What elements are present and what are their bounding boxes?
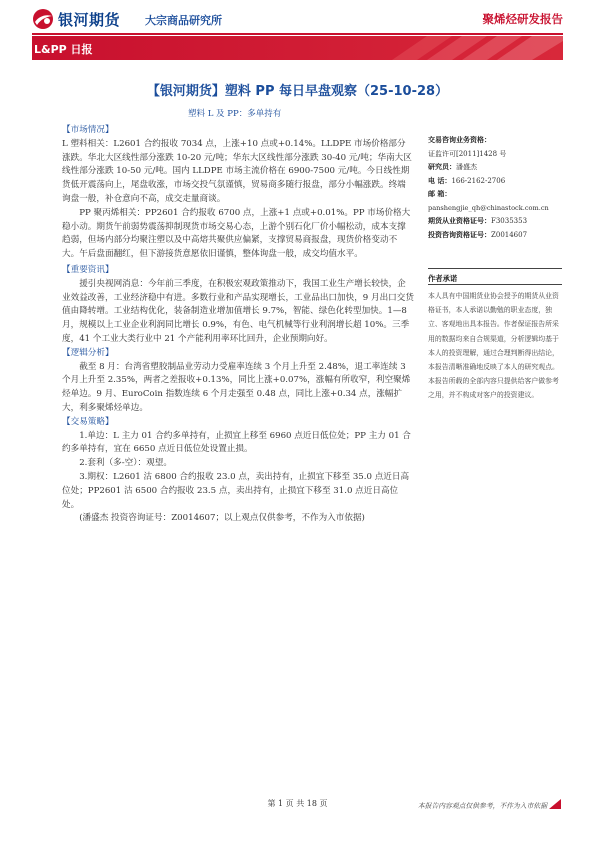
signature: (潘盛杰 投资咨询证号：Z0014607；以上观点仅供参考，不作为入市依据) (79, 513, 365, 524)
strategy-arbitrage: 2.套利（多-空）：观望。 (79, 458, 172, 469)
phone-value: 166-2162-2706 (451, 176, 506, 185)
futures-cert-label: 期货从业资格证号： (428, 217, 491, 225)
footer-triangle-icon (549, 799, 561, 809)
galaxy-logo-icon (32, 8, 54, 30)
qualification-label: 交易咨询业务资格： (428, 136, 491, 144)
sidebar-divider (428, 268, 562, 269)
footer-disclaimer: 本报告内容观点仅供参考，不作为入市依据 (417, 802, 547, 810)
analyst-value: 潘盛杰 (456, 163, 477, 171)
report-title: 【银河期货】塑料 PP 每日早盘观察（25-10-28） (146, 84, 449, 99)
main-content (62, 124, 414, 526)
section-heading-news: 【重要资讯】 (62, 264, 114, 275)
sidebar-divider-2 (428, 284, 562, 285)
email-value[interactable]: panshengjie_qh@chinastock.com.cn (428, 203, 549, 212)
page-number: 第 1 页 共 18 页 (267, 799, 328, 808)
market-paragraph-l: L 塑料相关：L2601 合约报收 7034 点，上涨+10 点或+0.14%。LLDPE 市场价格部分涨跌。华北大区线性部分涨跌 10-20 元/吨；华东大区线性部分涨跌 30-40 元/吨；华南大区线性部分涨跌 10-50 元/吨。国内 LLDPE 市场主流价格在 6900-7500 元/吨。今日线性期货低开震荡向上，尾盘收涨，市场交投气氛谨慎，贸易商多随行报盘，部分小幅涨跌。终端询盘一般，补仓意向不高，成交走量商谈。 (62, 138, 412, 204)
logic-paragraph: 截至 8 月：台湾省塑胶制品业劳动力受雇率连续 3 个月上升至 2.48%，退工率连续 3 个月上升至 2.35%，两者之差报收+0.13%，同比上涨+0.07%，涨幅有所收窄，利空聚烯烃单边。9 月、EuroCoin 指数连续 6 个月走强至 0.48 点，同比上涨+0.34 点，涨幅扩大，利多聚烯烃单边。 (62, 361, 411, 413)
promise-heading: 作者承诺 (428, 274, 458, 283)
market-paragraph-pp: PP 聚丙烯相关：PP2601 合约报收 6700 点，上涨+1 点或+0.01%。PP 市场价格大稳小动。期货午前弱势震荡抑制现货市场交易心态，上游个别石化厂价小幅松动，成本支撑趋弱，但场内部分均聚注塑以及中高熔共聚供应偏紧，支撑贸易商报盘，现货价格变动不大。午后盘面翻红，但下游接货意愿依旧谨慎，整体询盘一般，成交均值水平。 (62, 207, 411, 260)
section-heading-strategy: 【交易策略】 (62, 416, 114, 427)
analyst-label: 研究员： (428, 163, 456, 171)
report-banner (32, 36, 563, 60)
strategy-options: 3.期权：L2601 沽 6800 合约报收 23.0 点，卖出持有，止损宜下移至 35.0 点近日高位处；PP2601 沽 6500 合约报收 23.5 点，卖出持有，止损宜下移至 31.0 点近日高位处。 (62, 471, 410, 510)
report-subtitle: 塑料 L 及 PP：多单持有 (188, 109, 282, 119)
report-type: 聚烯烃研发报告 (482, 12, 563, 26)
email-label: 邮 箱： (428, 190, 452, 198)
futures-cert-value: F3035353 (491, 217, 528, 225)
phone-label: 电 话： (428, 176, 452, 185)
brand-name: 银河期货 (58, 11, 121, 29)
qualification-value: 证监许可[2011]1428 号 (428, 149, 507, 158)
section-heading-market: 【市场情况】 (62, 125, 114, 135)
section-heading-logic: 【逻辑分析】 (62, 347, 114, 358)
institute-name: 大宗商品研究所 (145, 14, 222, 27)
invest-cert-value: Z0014607 (491, 230, 528, 239)
banner-label: L&PP 日报 (34, 43, 93, 56)
contact-sidebar (428, 134, 568, 242)
strategy-single: 1.单边：L 主力 01 合约多单持有，止损宜上移至 6960 点近日低位处；PP 主力 01 合约多单持有，宜在 6650 点近日低位处设置止损。 (62, 430, 411, 455)
page-header (0, 0, 595, 34)
news-paragraph: 援引央视网消息：今年前三季度，在积极宏观政策推动下，我国工业生产增长较快，企业效益改善，工业经济稳中有进。多数行业和产品实现增长，工业品出口加快，9 月出口交货值由降转增。工业结构优化，装备制造业增加值增长 9.7%，智能、绿色化转型加快。1—8 月，规模以上工业企业利润同比增长 0.9%，有色、电气机械等行业利润增长超 10%。三季度，41 个工业大类行业中 21 个产能利用率环比回升，企业预期向好。 (62, 278, 414, 344)
header-divider (32, 33, 563, 35)
author-promise: 本人具有中国期货业协会授予的期货从业资格证书，本人承诺以勤勉的职业态度，独立、客观地出具本报告。作者保证报告所采用的数据均来自合规渠道，分析逻辑均基于本人的投资理解，通过合理判断得出结论，本报告清晰准确地反映了本人的研究观点。本报告所载的全部内容只提供给客户做参考之用，并不构成对客户的投资建议。 (428, 292, 559, 400)
invest-cert-label: 投资咨询资格证号： (428, 230, 491, 239)
